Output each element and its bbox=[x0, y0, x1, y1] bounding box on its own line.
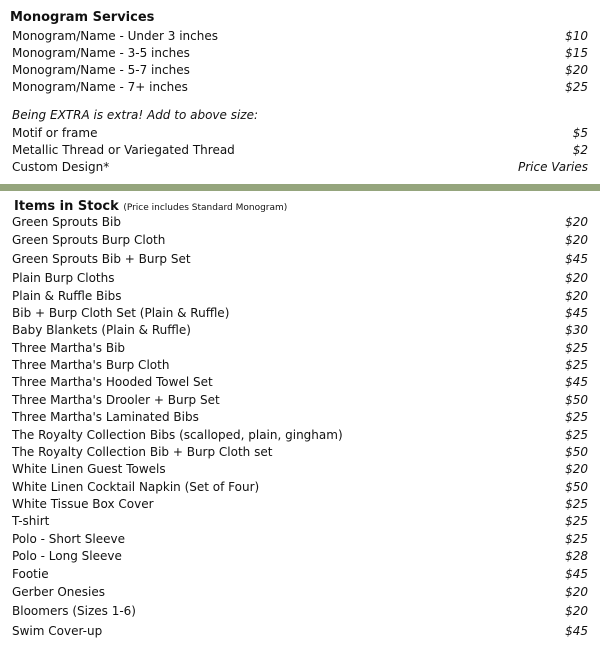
item-label: White Linen Guest Towels bbox=[12, 462, 166, 476]
item-label: Polo - Short Sleeve bbox=[12, 532, 126, 546]
item-price: $2 bbox=[572, 143, 588, 157]
item-price: $20 bbox=[565, 604, 588, 618]
item-price: $20 bbox=[565, 233, 588, 247]
price-row bbox=[12, 461, 588, 478]
item-price: $25 bbox=[565, 80, 588, 94]
price-row bbox=[12, 427, 588, 444]
monogram-services-title: Monogram Services bbox=[10, 10, 155, 25]
item-label: Green Sprouts Bib + Burp Set bbox=[12, 252, 191, 266]
price-row bbox=[12, 566, 588, 583]
item-label: The Royalty Collection Bibs (scalloped, plain, gingham) bbox=[12, 428, 343, 442]
price-row bbox=[12, 305, 588, 322]
item-price: $20 bbox=[565, 271, 588, 285]
item-label: Monogram/Name - 5-7 inches bbox=[12, 63, 190, 77]
item-price: $20 bbox=[565, 585, 588, 599]
item-label: Green Sprouts Burp Cloth bbox=[12, 233, 166, 247]
section-divider bbox=[0, 184, 600, 191]
item-label: Three Martha's Laminated Bibs bbox=[12, 410, 199, 424]
price-row bbox=[12, 548, 588, 565]
item-price: $20 bbox=[565, 289, 588, 303]
price-row bbox=[12, 340, 588, 357]
item-price: $25 bbox=[565, 532, 588, 546]
item-label: Plain & Ruffle Bibs bbox=[12, 289, 122, 303]
item-label: The Royalty Collection Bib + Burp Cloth set bbox=[12, 445, 273, 459]
price-row bbox=[12, 531, 588, 548]
item-price: $10 bbox=[565, 29, 588, 43]
item-label: Gerber Onesies bbox=[12, 585, 106, 599]
item-price: $30 bbox=[565, 323, 588, 337]
item-price: $45 bbox=[565, 252, 588, 266]
price-row bbox=[12, 392, 588, 409]
item-label: Three Martha's Drooler + Burp Set bbox=[12, 393, 220, 407]
item-price: $25 bbox=[565, 358, 588, 372]
item-label: Footie bbox=[12, 567, 49, 581]
item-price: $50 bbox=[565, 393, 588, 407]
item-price: $45 bbox=[565, 375, 588, 389]
price-row bbox=[12, 374, 588, 391]
price-row bbox=[12, 45, 588, 62]
price-row bbox=[12, 513, 588, 530]
item-label: Bib + Burp Cloth Set (Plain & Ruffle) bbox=[12, 306, 230, 320]
item-price: $25 bbox=[565, 514, 588, 528]
item-price: $25 bbox=[565, 428, 588, 442]
item-price: $5 bbox=[572, 126, 588, 140]
price-row bbox=[12, 142, 588, 159]
item-price: $50 bbox=[565, 445, 588, 459]
item-price: $45 bbox=[565, 567, 588, 581]
items-in-stock-title bbox=[14, 199, 287, 214]
extra-heading: Being EXTRA is extra! Add to above size: bbox=[12, 108, 259, 122]
item-label: Plain Burp Cloths bbox=[12, 271, 115, 285]
price-row bbox=[12, 28, 588, 45]
item-price: $15 bbox=[565, 46, 588, 60]
items-in-stock-heading: Items in Stock bbox=[14, 199, 119, 214]
item-price: $25 bbox=[565, 410, 588, 424]
price-row bbox=[12, 409, 588, 426]
item-label: Baby Blankets (Plain & Ruffle) bbox=[12, 323, 191, 337]
price-row bbox=[12, 322, 588, 339]
item-label: T-shirt bbox=[12, 514, 50, 528]
item-price: Price Varies bbox=[518, 160, 588, 174]
price-row bbox=[12, 251, 588, 268]
item-price: $20 bbox=[565, 63, 588, 77]
item-price: $25 bbox=[565, 341, 588, 355]
price-note: (Price includes Standard Monogram) bbox=[123, 203, 288, 213]
price-row bbox=[12, 214, 588, 231]
item-label: Three Martha's Hooded Towel Set bbox=[12, 375, 213, 389]
item-label: Bloomers (Sizes 1-6) bbox=[12, 604, 136, 618]
price-row bbox=[12, 623, 588, 640]
item-label: Green Sprouts Bib bbox=[12, 215, 121, 229]
item-label: Motif or frame bbox=[12, 126, 98, 140]
item-label: Swim Cover-up bbox=[12, 624, 103, 638]
item-label: Monogram/Name - 7+ inches bbox=[12, 80, 188, 94]
item-price: $45 bbox=[565, 306, 588, 320]
item-label: Monogram/Name - 3-5 inches bbox=[12, 46, 190, 60]
price-row bbox=[12, 584, 588, 601]
item-label: Three Martha's Bib bbox=[12, 341, 126, 355]
price-row bbox=[12, 232, 588, 249]
price-row bbox=[12, 603, 588, 620]
price-row bbox=[12, 159, 588, 176]
price-row bbox=[12, 357, 588, 374]
price-row bbox=[12, 62, 588, 79]
price-row bbox=[12, 270, 588, 287]
item-price: $25 bbox=[565, 497, 588, 511]
item-label: Custom Design* bbox=[12, 160, 110, 174]
item-label: White Linen Cocktail Napkin (Set of Four) bbox=[12, 480, 260, 494]
item-label: Polo - Long Sleeve bbox=[12, 549, 122, 563]
item-label: Monogram/Name - Under 3 inches bbox=[12, 29, 219, 43]
item-price: $20 bbox=[565, 462, 588, 476]
price-row bbox=[12, 79, 588, 96]
item-label: Metallic Thread or Variegated Thread bbox=[12, 143, 235, 157]
price-row bbox=[12, 479, 588, 496]
price-row bbox=[12, 444, 588, 461]
item-price: $20 bbox=[565, 215, 588, 229]
item-price: $45 bbox=[565, 624, 588, 638]
item-price: $50 bbox=[565, 480, 588, 494]
item-label: White Tissue Box Cover bbox=[12, 497, 154, 511]
price-row bbox=[12, 288, 588, 305]
item-label: Three Martha's Burp Cloth bbox=[12, 358, 170, 372]
price-row bbox=[12, 125, 588, 142]
item-price: $28 bbox=[565, 549, 588, 563]
price-row bbox=[12, 496, 588, 513]
